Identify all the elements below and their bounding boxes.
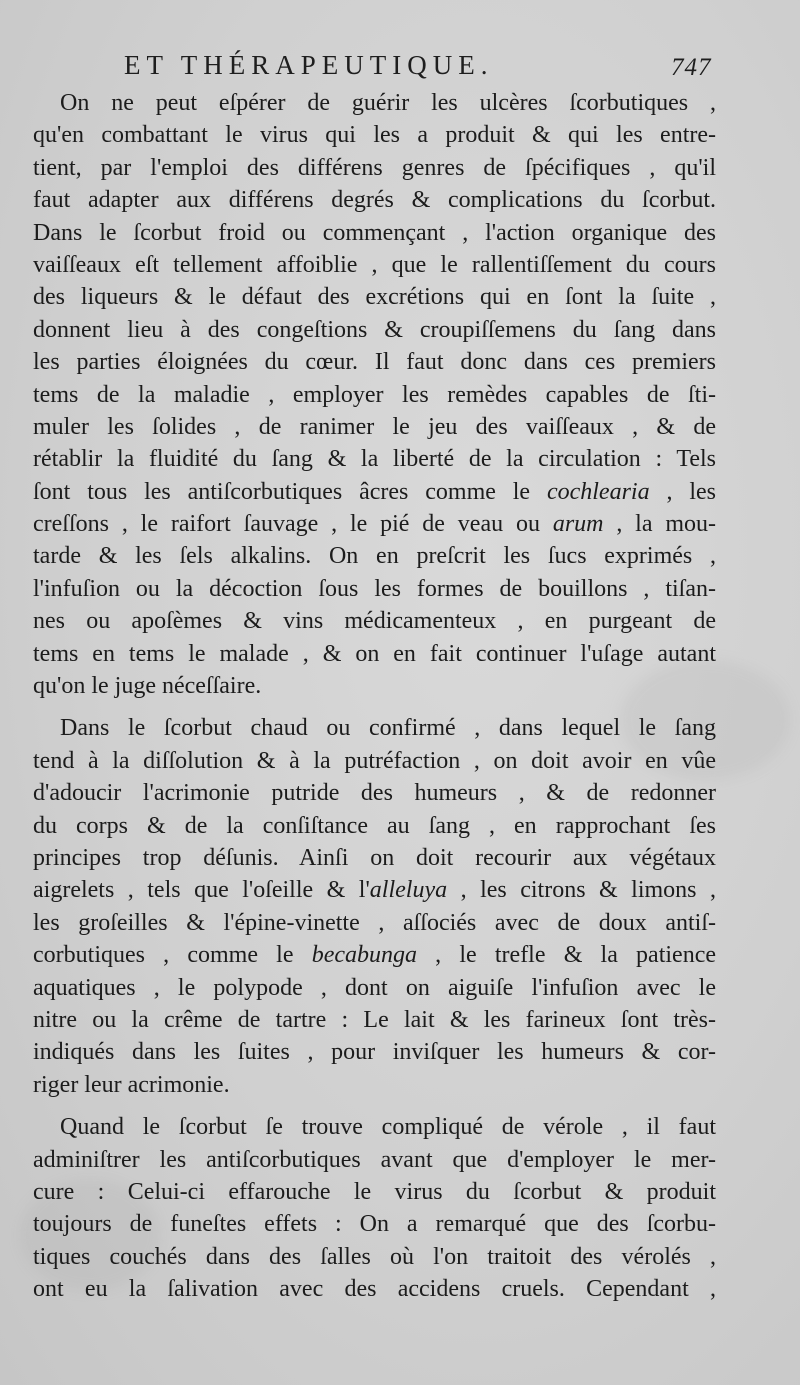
text-line xyxy=(0,874,800,906)
text-line xyxy=(0,1036,800,1068)
text-segment: principes trop déſunis. Ainſi on doit recourir aux végétaux xyxy=(33,844,716,871)
text-segment: tiques couchés dans des ſalles où l'on traitoit des vérolés , xyxy=(33,1243,716,1270)
paragraph xyxy=(0,87,800,702)
text-segment: Dans le ſcorbut chaud ou confirmé , dans lequel le ſang xyxy=(60,715,716,742)
text-segment: rétablir la fluidité du ſang & la liberté de la circulation : Tels xyxy=(33,446,716,473)
italic-term: alleluya xyxy=(369,877,448,904)
text-line xyxy=(0,712,800,744)
text-segment: riger leur acrimonie. xyxy=(33,1071,230,1098)
text-line xyxy=(0,346,800,378)
body-text xyxy=(0,87,800,1305)
page-number: 747 xyxy=(671,54,712,81)
text-line xyxy=(0,119,800,151)
text-line xyxy=(0,314,800,346)
text-line xyxy=(0,1111,800,1143)
italic-term: cochlearia xyxy=(546,478,650,505)
paragraph xyxy=(0,712,800,1101)
text-segment: nes ou apoſèmes & vins médicamenteux , en purgeant de xyxy=(33,608,716,635)
text-segment: , la mou- xyxy=(603,511,717,538)
text-line xyxy=(0,745,800,777)
text-line xyxy=(0,1176,800,1208)
text-line xyxy=(0,638,800,670)
paragraph xyxy=(0,1111,800,1305)
text-segment: , les xyxy=(649,478,716,505)
text-segment: les parties éloignées du cœur. Il faut donc dans ces premiers xyxy=(33,349,716,376)
text-segment: Dans le ſcorbut froid ou commençant , l'action organique des xyxy=(33,219,716,246)
text-line xyxy=(0,573,800,605)
text-segment: ſont tous les antiſcorbutiques âcres comme le xyxy=(33,478,547,505)
text-line xyxy=(0,217,800,249)
text-line xyxy=(0,810,800,842)
text-segment: l'infuſion ou la décoction ſous les formes de bouillons , tiſan- xyxy=(33,575,716,602)
text-segment: les groſeilles & l'épine-vinette , aſſociés avec de doux antiſ- xyxy=(33,909,716,936)
text-line xyxy=(0,1004,800,1036)
text-line xyxy=(0,249,800,281)
text-line xyxy=(0,87,800,119)
text-line xyxy=(0,152,800,184)
text-segment: muler les ſolides , de ranimer le jeu des vaiſſeaux , & de xyxy=(33,413,716,440)
text-segment: d'adoucir l'acrimonie putride des humeurs , & de redonner xyxy=(33,780,716,807)
text-line xyxy=(0,508,800,540)
text-line xyxy=(0,411,800,443)
text-segment: tient, par l'emploi des différens genres de ſpécifiques , qu'il xyxy=(33,154,716,181)
text-line xyxy=(0,1208,800,1240)
italic-term: becabunga xyxy=(311,942,417,969)
text-segment: , les citrons & limons , xyxy=(447,877,716,904)
text-line xyxy=(0,379,800,411)
page-header xyxy=(0,50,800,86)
text-segment: adminiſtrer les antiſcorbutiques avant que d'employer le mer- xyxy=(33,1146,716,1173)
text-segment: cure : Celui-ci effarouche le virus du ſcorbut & produit xyxy=(33,1178,716,1205)
text-segment: corbutiques , comme le xyxy=(33,942,312,969)
text-line xyxy=(0,777,800,809)
text-segment: aquatiques , le polypode , dont on aiguiſe l'infuſion avec le xyxy=(33,974,716,1001)
italic-term: arum xyxy=(552,511,604,538)
text-segment: du corps & de la conſiſtance au ſang , en rapprochant ſes xyxy=(33,812,716,839)
text-line xyxy=(0,605,800,637)
text-segment: vaiſſeaux eſt tellement affoiblie , que le rallentiſſement du cours xyxy=(33,251,716,278)
text-segment: aigrelets , tels que l'oſeille & l' xyxy=(33,877,370,904)
text-line xyxy=(0,1144,800,1176)
text-segment: ont eu la ſalivation avec des accidens cruels. Cependant , xyxy=(33,1276,716,1303)
text-segment: donnent lieu à des congeſtions & croupiſſemens du ſang dans xyxy=(33,316,716,343)
text-segment: qu'on le juge néceſſaire. xyxy=(33,673,262,700)
text-segment: faut adapter aux différens degrés & complications du ſcorbut. xyxy=(33,187,716,214)
text-line xyxy=(0,443,800,475)
text-line xyxy=(0,972,800,1004)
text-line xyxy=(0,1241,800,1273)
text-line xyxy=(0,540,800,572)
text-line xyxy=(0,1273,800,1305)
text-segment: Quand le ſcorbut ſe trouve compliqué de vérole , il faut xyxy=(60,1114,716,1141)
text-segment: tarde & les ſels alkalins. On en preſcrit les ſucs exprimés , xyxy=(33,543,716,570)
running-title: ET THÉRAPEUTIQUE. xyxy=(124,50,494,80)
text-line xyxy=(0,476,800,508)
text-segment: creſſons , le raifort ſauvage , le pié de veau ou xyxy=(33,511,553,538)
text-segment: , le trefle & la patience xyxy=(417,942,716,969)
text-segment: nitre ou la crême de tartre : Le lait & les farineux ſont très- xyxy=(33,1006,716,1033)
text-line xyxy=(0,184,800,216)
text-line xyxy=(0,281,800,313)
text-segment: toujours de funeſtes effets : On a remarqué que des ſcorbu- xyxy=(33,1211,716,1238)
text-line xyxy=(0,1069,800,1101)
text-segment: indiqués dans les ſuites , pour inviſquer les humeurs & cor- xyxy=(33,1039,716,1066)
text-segment: On ne peut eſpérer de guérir les ulcères ſcorbutiques , xyxy=(60,90,716,116)
text-line xyxy=(0,939,800,971)
text-segment: qu'en combattant le virus qui les a produit & qui les entre- xyxy=(33,122,716,149)
text-line xyxy=(0,670,800,702)
text-segment: des liqueurs & le défaut des excrétions qui en ſont la ſuite , xyxy=(33,284,716,311)
text-segment: tend à la diſſolution & à la putréfaction , on doit avoir en vûe xyxy=(33,747,716,774)
text-segment: tems en tems le malade , & on en fait continuer l'uſage autant xyxy=(33,640,716,667)
text-segment: tems de la maladie , employer les remèdes capables de ſti- xyxy=(33,381,716,408)
text-line xyxy=(0,907,800,939)
text-line xyxy=(0,842,800,874)
